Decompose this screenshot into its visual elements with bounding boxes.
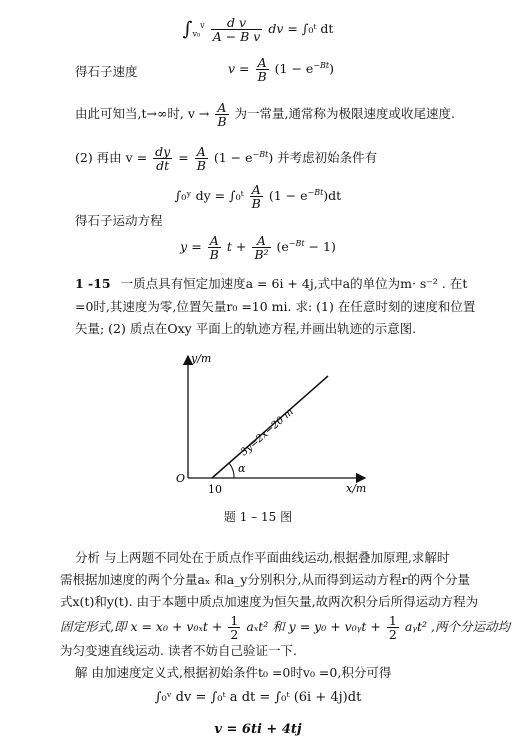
equation-rhs: = ∫₀ᵗ dt [287, 21, 334, 37]
fraction-denominator: A − B v [212, 29, 261, 45]
equation-solution-velocity: v = 6ti + 4tj [214, 722, 302, 737]
paragraph-limit-velocity: 由此可知当,t→∞时, v → $\frac{A}{B}$ 为一常量,通常称为极限速度或收尾速度. [75, 100, 455, 130]
x-tick-label: 10 [208, 483, 222, 496]
analysis-line-3: 式x(t)和y(t). 由于本题中质点加速度为恒矢量,故两次积分后所得运动方程为 [60, 594, 479, 609]
analysis-line-4: 固定形式,即 x = x₀ + v₀ₓt + $\frac{1}{2}$ aₓt² 和 y = y₀ + v₀ᵧt + $\frac{1}{2}$ aᵧt² ,两个分运动均 [60, 613, 510, 643]
figure-caption: 题 1 – 15 图 [223, 510, 293, 524]
fraction-numerator: d v [211, 16, 263, 30]
analysis-line-1: 分析 与上两题不同处在于质点作平面曲线运动,根据叠加原理,求解时 [75, 550, 450, 565]
problem-statement-line-1: 1 -15 一质点具有恒定加速度a = 6i + 4j,式中a的单位为m· s⁻² . 在t [75, 276, 468, 291]
equation-velocity: v = $\frac{A}{B}$ $(1 - e^{-Bt})$ [228, 55, 335, 85]
y-axis-label: y/m [191, 352, 212, 365]
origin-label: O [176, 472, 186, 485]
equation-solution-integral: ∫₀ᵛ dv = ∫₀ᵗ a dt = ∫₀ᵗ (6i + 4j)dt [154, 690, 362, 705]
angle-label: α [238, 462, 246, 475]
line-equation-label: 3y=2x−20 m [238, 406, 296, 459]
analysis-line-5: 为匀变速直线运动. 读者不妨自己验证一下. [60, 643, 297, 658]
integral-lower-limit: v₀ [192, 29, 201, 39]
x-axis-label: x/m [346, 482, 367, 495]
paragraph-step-2: (2) 再由 v = $\frac{dy}{dt}$ = $\frac{A}{B}$ $(1 - e^{-Bt})$ 并考虑初始条件有 [75, 144, 378, 174]
analysis-line-2: 需根据加速度的两个分量aₓ 和a_y分别积分,从而得到运动方程r的两个分量 [60, 572, 470, 587]
paragraph-label-motion: 得石子运动方程 [75, 213, 163, 228]
problem-number: 1 -15 [75, 276, 111, 291]
integral-upper-limit: v [200, 20, 205, 30]
problem-statement-line-2: =0时,其速度为零,位置矢量r₀ =10 mi. 求: (1) 在任意时刻的速度和位置 [75, 299, 476, 314]
equation-integral-displacement: ∫₀ʸ dy = ∫₀ᵗ $\frac{A}{B}$ $(1 - e^{-Bt})dt$ [174, 182, 342, 212]
trajectory-figure [160, 348, 370, 508]
paragraph-label: 得石子速度 [75, 64, 138, 79]
solution-line-1: 解 由加速度定义式,根据初始条件t₀ =0时v₀ =0,积分可得 [75, 665, 392, 680]
problem-statement-line-3: 矢量; (2) 质点在Oxy 平面上的轨迹方程,并画出轨迹的示意图. [75, 321, 417, 336]
angle-arc [229, 463, 234, 478]
equation-motion: y = $\frac{A}{B}$ t + $\frac{A}{\text{B²}}$ $(e^{-Bt} - 1)$ [180, 233, 336, 263]
equation-integral-velocity: $\int_{v_0}^v$ $\frac{\text{d v}}{\text{A − B v}}$ dv = ∫₀ᵗ dt [182, 15, 334, 45]
